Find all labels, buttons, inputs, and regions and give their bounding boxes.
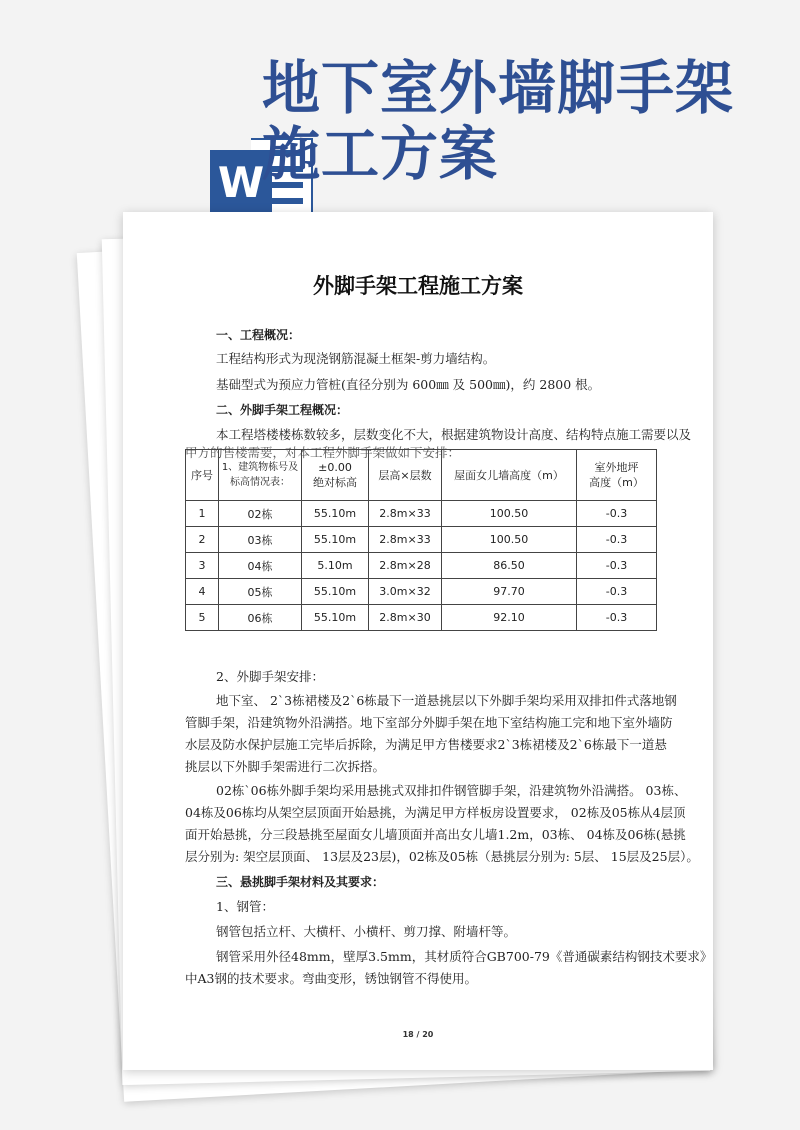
paragraph: 挑层以下外脚手架需进行二次拆搭。: [185, 759, 386, 774]
table-header-cell: ±0.00 绝对标高: [302, 450, 369, 501]
paragraph: 04栋及06栋均从架空层顶面开始悬挑，为满足甲方样板房设置要求， 02栋及05栋从4层顶: [185, 805, 686, 820]
paragraph: 地下室、 2`3栋裙楼及2`6栋最下一道悬挑层以下外脚手架均采用双排扣件式落地钢: [216, 693, 677, 708]
table-header-cell: 屋面女儿墙高度（m）: [442, 450, 577, 501]
paragraph: 管脚手架，沿建筑物外沿满搭。地下室部分外脚手架在地下室结构施工完和地下室外墙防: [185, 715, 673, 730]
table-header-row: [186, 450, 657, 501]
section-heading: 三、悬挑脚手架材料及其要求：: [216, 875, 385, 889]
table-row: 3 04栋 5.10m 2.8m×28 86.50 -0.3: [186, 553, 657, 579]
paragraph: 水层及防水保护层施工完毕后拆除，为满足甲方售楼要求2`3栋裙楼及2`6栋最下一道悬: [185, 737, 667, 752]
paragraph: 钢管包括立杆、大横杆、小横杆、剪刀撑、附墙杆等。: [216, 924, 517, 939]
page-number: 18 / 20: [402, 1030, 434, 1039]
table-header-cell: 层高×层数: [369, 450, 442, 501]
subheading: 2、外脚手架安排：: [216, 669, 324, 684]
table-header-cell: 序号: [186, 450, 219, 501]
table-header-cell: 室外地坪 高度（m）: [577, 450, 657, 501]
paragraph: 钢管采用外径48mm，壁厚3.5mm，其材质符合GB700-79《普通碳素结构钢技术要求》: [216, 949, 713, 964]
building-table: [185, 449, 657, 631]
table-row: 5 06栋 55.10m 2.8m×30 92.10 -0.3: [186, 605, 657, 631]
table-row: 2 03栋 55.10m 2.8m×33 100.50 -0.3: [186, 527, 657, 553]
paragraph: 基础型式为预应力管桩(直径分别为 600㎜ 及 500㎜)，约 2800 根。: [216, 377, 601, 392]
paragraph: 中A3钢的技术要求。弯曲变形，锈蚀钢管不得使用。: [185, 971, 477, 986]
table-header-cell: 1、建筑物栋号及标高情况表：: [219, 450, 302, 501]
section-heading: 二、外脚手架工程概况：: [216, 403, 349, 417]
subheading: 1、钢管：: [216, 899, 274, 914]
banner-title: 地下室外墙脚手架 施工方案: [262, 54, 735, 188]
paragraph: 本工程塔楼楼栋数较多，层数变化不大，根据建筑物设计高度、结构特点施工需要以及: [216, 427, 692, 442]
paragraph: 02栋`06栋外脚手架均采用悬挑式双排扣件钢管脚手架，沿建筑物外沿满搭。 03栋、: [216, 783, 687, 798]
word-logo-letter: W: [210, 150, 272, 216]
paragraph: 工程结构形式为现浇钢筋混凝土框架-剪力墙结构。: [216, 351, 496, 366]
document-page: [123, 212, 713, 1070]
banner: [0, 0, 800, 207]
section-heading: 一、工程概况：: [216, 328, 301, 342]
word-doc-icon: [105, 68, 265, 207]
document-title: 外脚手架工程施工方案: [313, 274, 523, 298]
paragraph: 面开始悬挑，分三段悬挑至屋面女儿墙顶面并高出女儿墙1.2m，03栋、 04栋及06栋(悬挑: [185, 827, 686, 842]
table-row: 1 02栋 55.10m 2.8m×33 100.50 -0.3: [186, 501, 657, 527]
paragraph: 甲方的售楼需要，对本工程外脚手架做如下安排：: [185, 445, 461, 460]
paragraph: 层分别为: 架空层顶面、 13层及23层)，02栋及05栋（悬挑层分别为: 5层、 15层及25层）。: [185, 849, 699, 864]
table-row: 4 05栋 55.10m 3.0m×32 97.70 -0.3: [186, 579, 657, 605]
